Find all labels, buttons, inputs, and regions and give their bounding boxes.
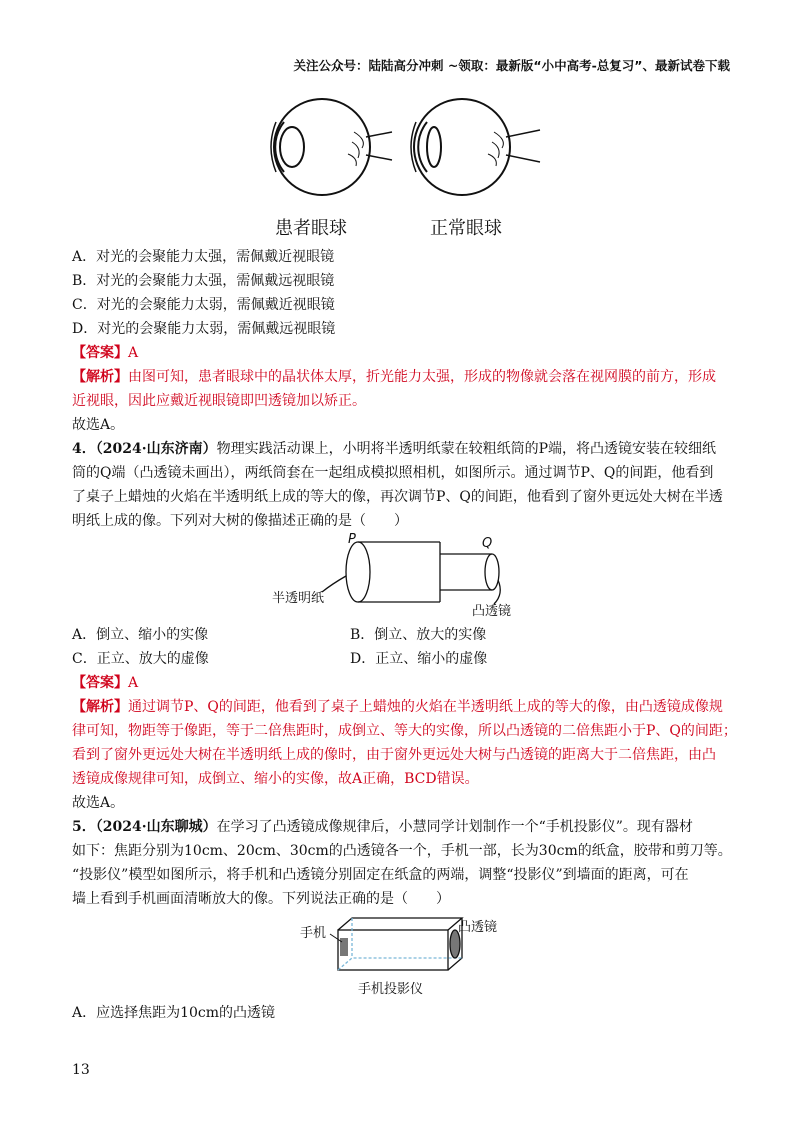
q5-number: 5． — [72, 819, 96, 835]
normal-eye-label: 正常眼球 — [430, 218, 502, 239]
q3-analysis-line-1 — [72, 366, 716, 388]
translucent-paper-label: 半透明纸 — [272, 591, 325, 606]
q5-stem-line-2: 如下：焦距分别为10cm、20cm、30cm的凸透镜各一个，手机一部，长为30cm的纸盒，胶带和剪刀等。 — [72, 843, 732, 859]
q4-answer — [72, 672, 138, 694]
page-number: 13 — [72, 1062, 90, 1078]
q5-stem-line-3: “投影仪”模型如图所示，将手机和凸透镜分别固定在纸盒的两端，调整“投影仪”到墙面的距离，可在 — [72, 867, 689, 883]
q3-answer — [72, 342, 138, 364]
q5-stem-text-1: 在学习了凸透镜成像规律后，小慧同学计划制作一个“手机投影仪”。现有器材 — [216, 819, 693, 835]
camera-tube-figure — [272, 532, 532, 622]
projector-figure — [300, 912, 510, 1002]
q5-stem-line-1 — [72, 816, 693, 838]
q4-analysis-line-4: 透镜成像规律可知，成倒立、缩小的实像，故A正确，BCD错误。 — [72, 771, 479, 787]
q3-option-c: C．对光的会聚能力太弱，需佩戴近视眼镜 — [72, 297, 335, 313]
q3-analysis-text-1: 由图可知，患者眼球中的晶状体太厚，折光能力太强，形成的物像就会落在视网膜的前方，形成 — [128, 369, 716, 385]
q5-source: （2024·山东聊城） — [95, 819, 217, 835]
eye-diagram — [262, 92, 562, 207]
q4-source: （2024·山东济南） — [95, 441, 217, 457]
q4-option-a: A．倒立、缩小的实像 — [72, 627, 209, 643]
q4-analysis-line-3: 看到了窗外更远处大树在半透明纸上成的像时，由于窗外更远处大树与凸透镜的距离大于二倍焦距，由凸 — [72, 747, 716, 763]
q3-analysis-line-2: 近视眼，因此应戴近视眼镜即凹透镜加以矫正。 — [72, 393, 366, 409]
q4-stem-line-1 — [72, 438, 716, 460]
q3-option-b: B．对光的会聚能力太强，需佩戴远视眼镜 — [72, 273, 335, 289]
q4-stem-line-4: 明纸上成的像。下列对大树的像描述正确的是（ ） — [72, 513, 408, 529]
q-label: Q — [482, 536, 493, 551]
q4-conclusion: 故选A。 — [72, 795, 125, 811]
patient-eye-label: 患者眼球 — [275, 218, 347, 239]
q3-answer-value: A — [128, 345, 139, 361]
convex-lens-label: 凸透镜 — [472, 604, 512, 619]
q4-analysis-text-1: 通过调节P、Q的间距，他看到了桌子上蜡烛的火焰在半透明纸上成的等大的像，由凸透镜成像规 — [128, 699, 723, 715]
q3-option-a: A．对光的会聚能力太强，需佩戴近视眼镜 — [72, 249, 335, 265]
convex-lens-label: 凸透镜 — [458, 920, 498, 935]
q3-option-d: D．对光的会聚能力太弱，需佩戴远视眼镜 — [72, 321, 336, 337]
q5-option-a: A．应选择焦距为10cm的凸透镜 — [72, 1005, 276, 1021]
p-label: P — [348, 532, 356, 547]
q4-option-d: D．正立、缩小的虚像 — [350, 651, 488, 667]
q5-stem-line-4: 墙上看到手机画面清晰放大的像。下列说法正确的是（ ） — [72, 891, 450, 907]
projector-caption: 手机投影仪 — [358, 982, 424, 997]
q4-stem-line-2: 筒的Q端（凸透镜未画出），两纸筒套在一起组成模拟照相机，如图所示。通过调节P、Q的间距，他看到 — [72, 465, 714, 481]
phone-label: 手机 — [300, 926, 327, 941]
q4-number: 4． — [72, 441, 96, 457]
eye-figure — [262, 92, 562, 242]
q4-option-c: C．正立、放大的虚像 — [72, 651, 209, 667]
page-header: 关注公众号：陆陆高分冲刺 ~领取：最新版“小中高考-总复习”、最新试卷下载 — [293, 58, 730, 73]
q4-analysis-line-1 — [72, 696, 723, 718]
q4-answer-value: A — [128, 675, 139, 691]
q4-analysis-tag: 【解析】 — [72, 699, 128, 715]
q3-answer-tag: 【答案】 — [72, 345, 128, 361]
q4-stem-line-3: 了桌子上蜡烛的火焰在半透明纸上成的等大的像，再次调节P、Q的间距，他看到了窗外更远处大树在半透 — [72, 489, 723, 505]
q4-analysis-line-2: 律可知，物距等于像距，等于二倍焦距时，成倒立、等大的实像，所以凸透镜的二倍焦距小于P、Q的间距； — [72, 723, 737, 739]
q4-answer-tag: 【答案】 — [72, 675, 128, 691]
q4-option-b: B．倒立、放大的实像 — [350, 627, 487, 643]
q3-conclusion: 故选A。 — [72, 417, 125, 433]
q4-stem-text-1: 物理实践活动课上，小明将半透明纸蒙在较粗纸筒的P端，将凸透镜安装在较细纸 — [216, 441, 717, 457]
q3-analysis-tag: 【解析】 — [72, 369, 128, 385]
